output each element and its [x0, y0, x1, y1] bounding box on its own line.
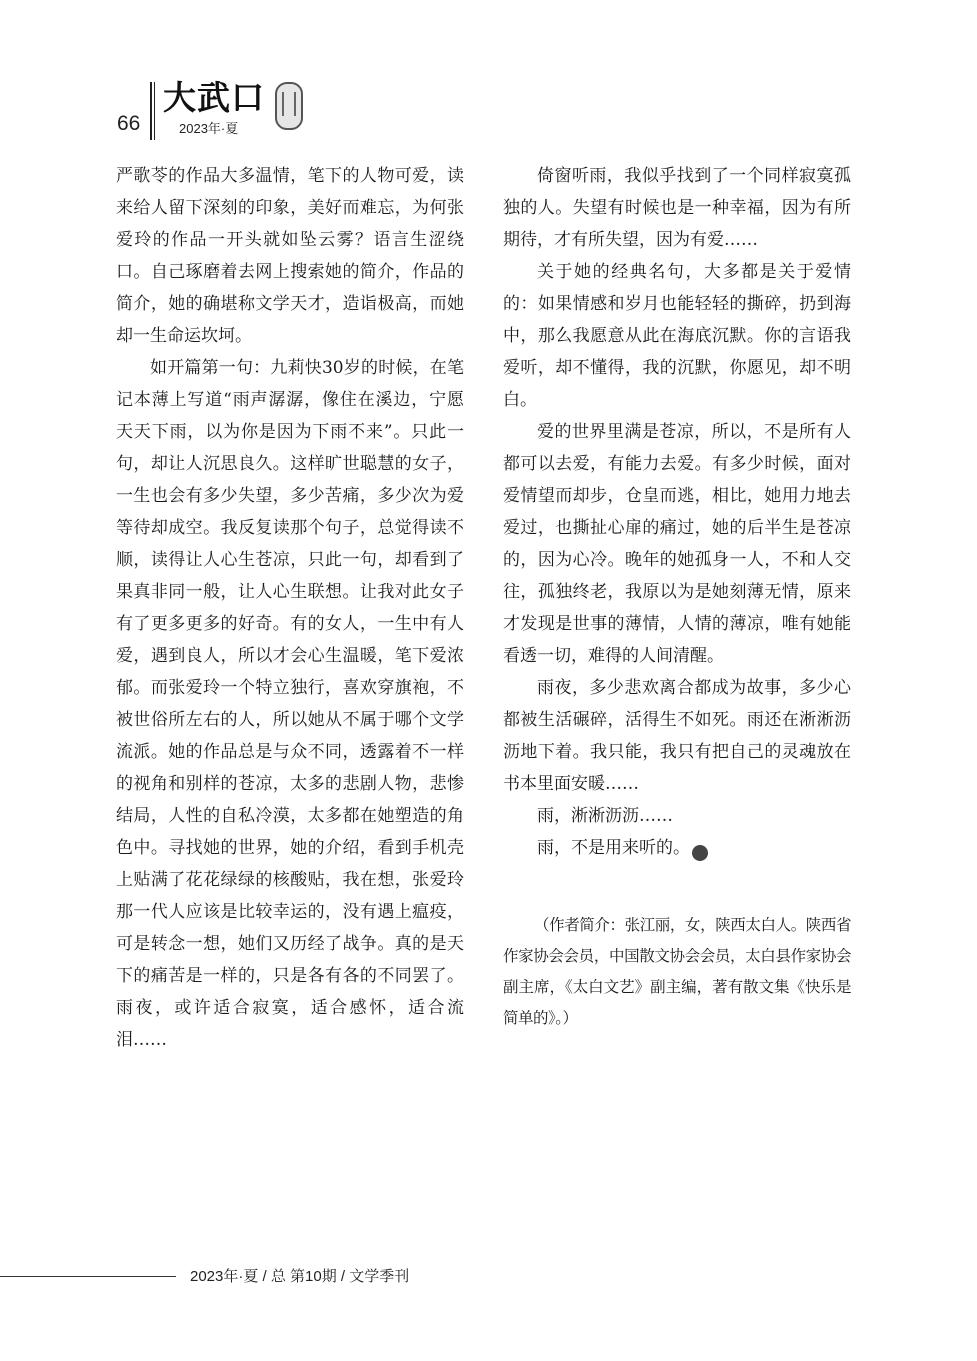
footer-rule	[0, 1276, 176, 1277]
paragraph: 雨夜，多少悲欢离合都成为故事，多少心都被生活碾碎，活得生不如死。雨还在淅淅沥沥地下着。我只能，我只有把自己的灵魂放在书本里面安暖……	[503, 678, 851, 794]
paragraph: 如开篇第一句：九莉快30岁的时候，在笔记本薄上写道“雨声潺潺，像住在溪边，宁愿天天下雨，以为你是因为下雨不来”。只此一句，却让人沉思良久。这样旷世聪慧的女子，一生也会有多少失望，多少苦痛，多少次为爱等待却成空。我反复读那个句子，总觉得读不顺，读得让人心生苍凉，只此一句，却看到了果真非同一般，让人心生联想。让我对此女子有了更多更多的好奇。有的女人，一生中有人爱，遇到良人，所以才会心生温暖，笔下爱浓郁。而张爱玲一个特立独行，喜欢穿旗袍，不被世俗所左右的人，所以她从不属于哪个文学流派。她的作品总是与众不同，透露着不一样的视角和别样的苍凉，太多的悲剧人物，悲惨结局，人性的自私冷漠，太多都在她塑造的角色中。寻找她的世界，她的介绍，看到手机壳上贴满了花花绿绿的核酸贴，我在想，张爱玲那一代人应该是比较幸运的，没有遇上瘟疫，可是转念一想，她们又历经了战争。真的是天下的痛苦是一样的，只是各有各的不同罢了。雨夜，或许适合寂寞，适合感怀，适合流泪……	[116, 358, 464, 1050]
author-bio: （作者简介：张江丽，女，陕西太白人。陕西省作家协会会员，中国散文协会会员，太白县作家协会副主席，《太白文艺》副主编，著有散文集《快乐是简单的》。）	[503, 916, 851, 1027]
final-paragraph	[503, 832, 851, 864]
magazine-title-logo: 大武口	[163, 78, 265, 117]
seal-icon	[275, 82, 303, 130]
paragraph: 倚窗听雨，我似乎找到了一个同样寂寞孤独的人。失望有时候也是一种幸福，因为有所期待，才有所失望，因为有爱……	[503, 166, 851, 250]
page-header	[117, 78, 417, 142]
page-number: 66	[117, 112, 141, 135]
issue-label: 2023年·夏	[179, 121, 239, 136]
page-footer	[0, 1264, 977, 1288]
paragraph: 爱的世界里满是苍凉，所以，不是所有人都可以去爱，有能力去爱。有多少时候，面对爱情望而却步，仓皇而逃，相比，她用力地去爱过，也撕扯心扉的痛过，她的后半生是苍凉的，因为心冷。晚年的她孤身一人，不和人交往，孤独终老，我原以为是她刻薄无情，原来才发现是世事的薄情，人情的薄凉，唯有她能看透一切，难得的人间清醒。	[503, 422, 851, 666]
right-column	[503, 160, 851, 1034]
left-column	[116, 160, 464, 1056]
final-line: 雨，不是用来听的。	[537, 838, 690, 858]
end-mark-icon: 小	[692, 845, 708, 861]
paragraph: 严歌苓的作品大多温情，笔下的人物可爱，读来给人留下深刻的印象，美好而难忘，为何张爱玲的作品一开头就如坠云雾？语言生涩绕口。自己琢磨着去网上搜索她的简介，作品的简介，她的确堪称文学天才，造诣极高，而她却一生命运坎坷。	[116, 166, 464, 346]
header-divider-thin	[154, 82, 155, 140]
paragraph: 关于她的经典名句，大多都是关于爱情的：如果情感和岁月也能轻轻的撕碎，扔到海中，那么我愿意从此在海底沉默。你的言语我爱听，却不懂得，我的沉默，你愿见，却不明白。	[503, 262, 851, 410]
header-divider	[150, 82, 152, 140]
paragraph: 雨，淅淅沥沥……	[537, 806, 673, 826]
footer-text: 2023年·夏 / 总 第10期 / 文学季刊	[190, 1268, 410, 1285]
